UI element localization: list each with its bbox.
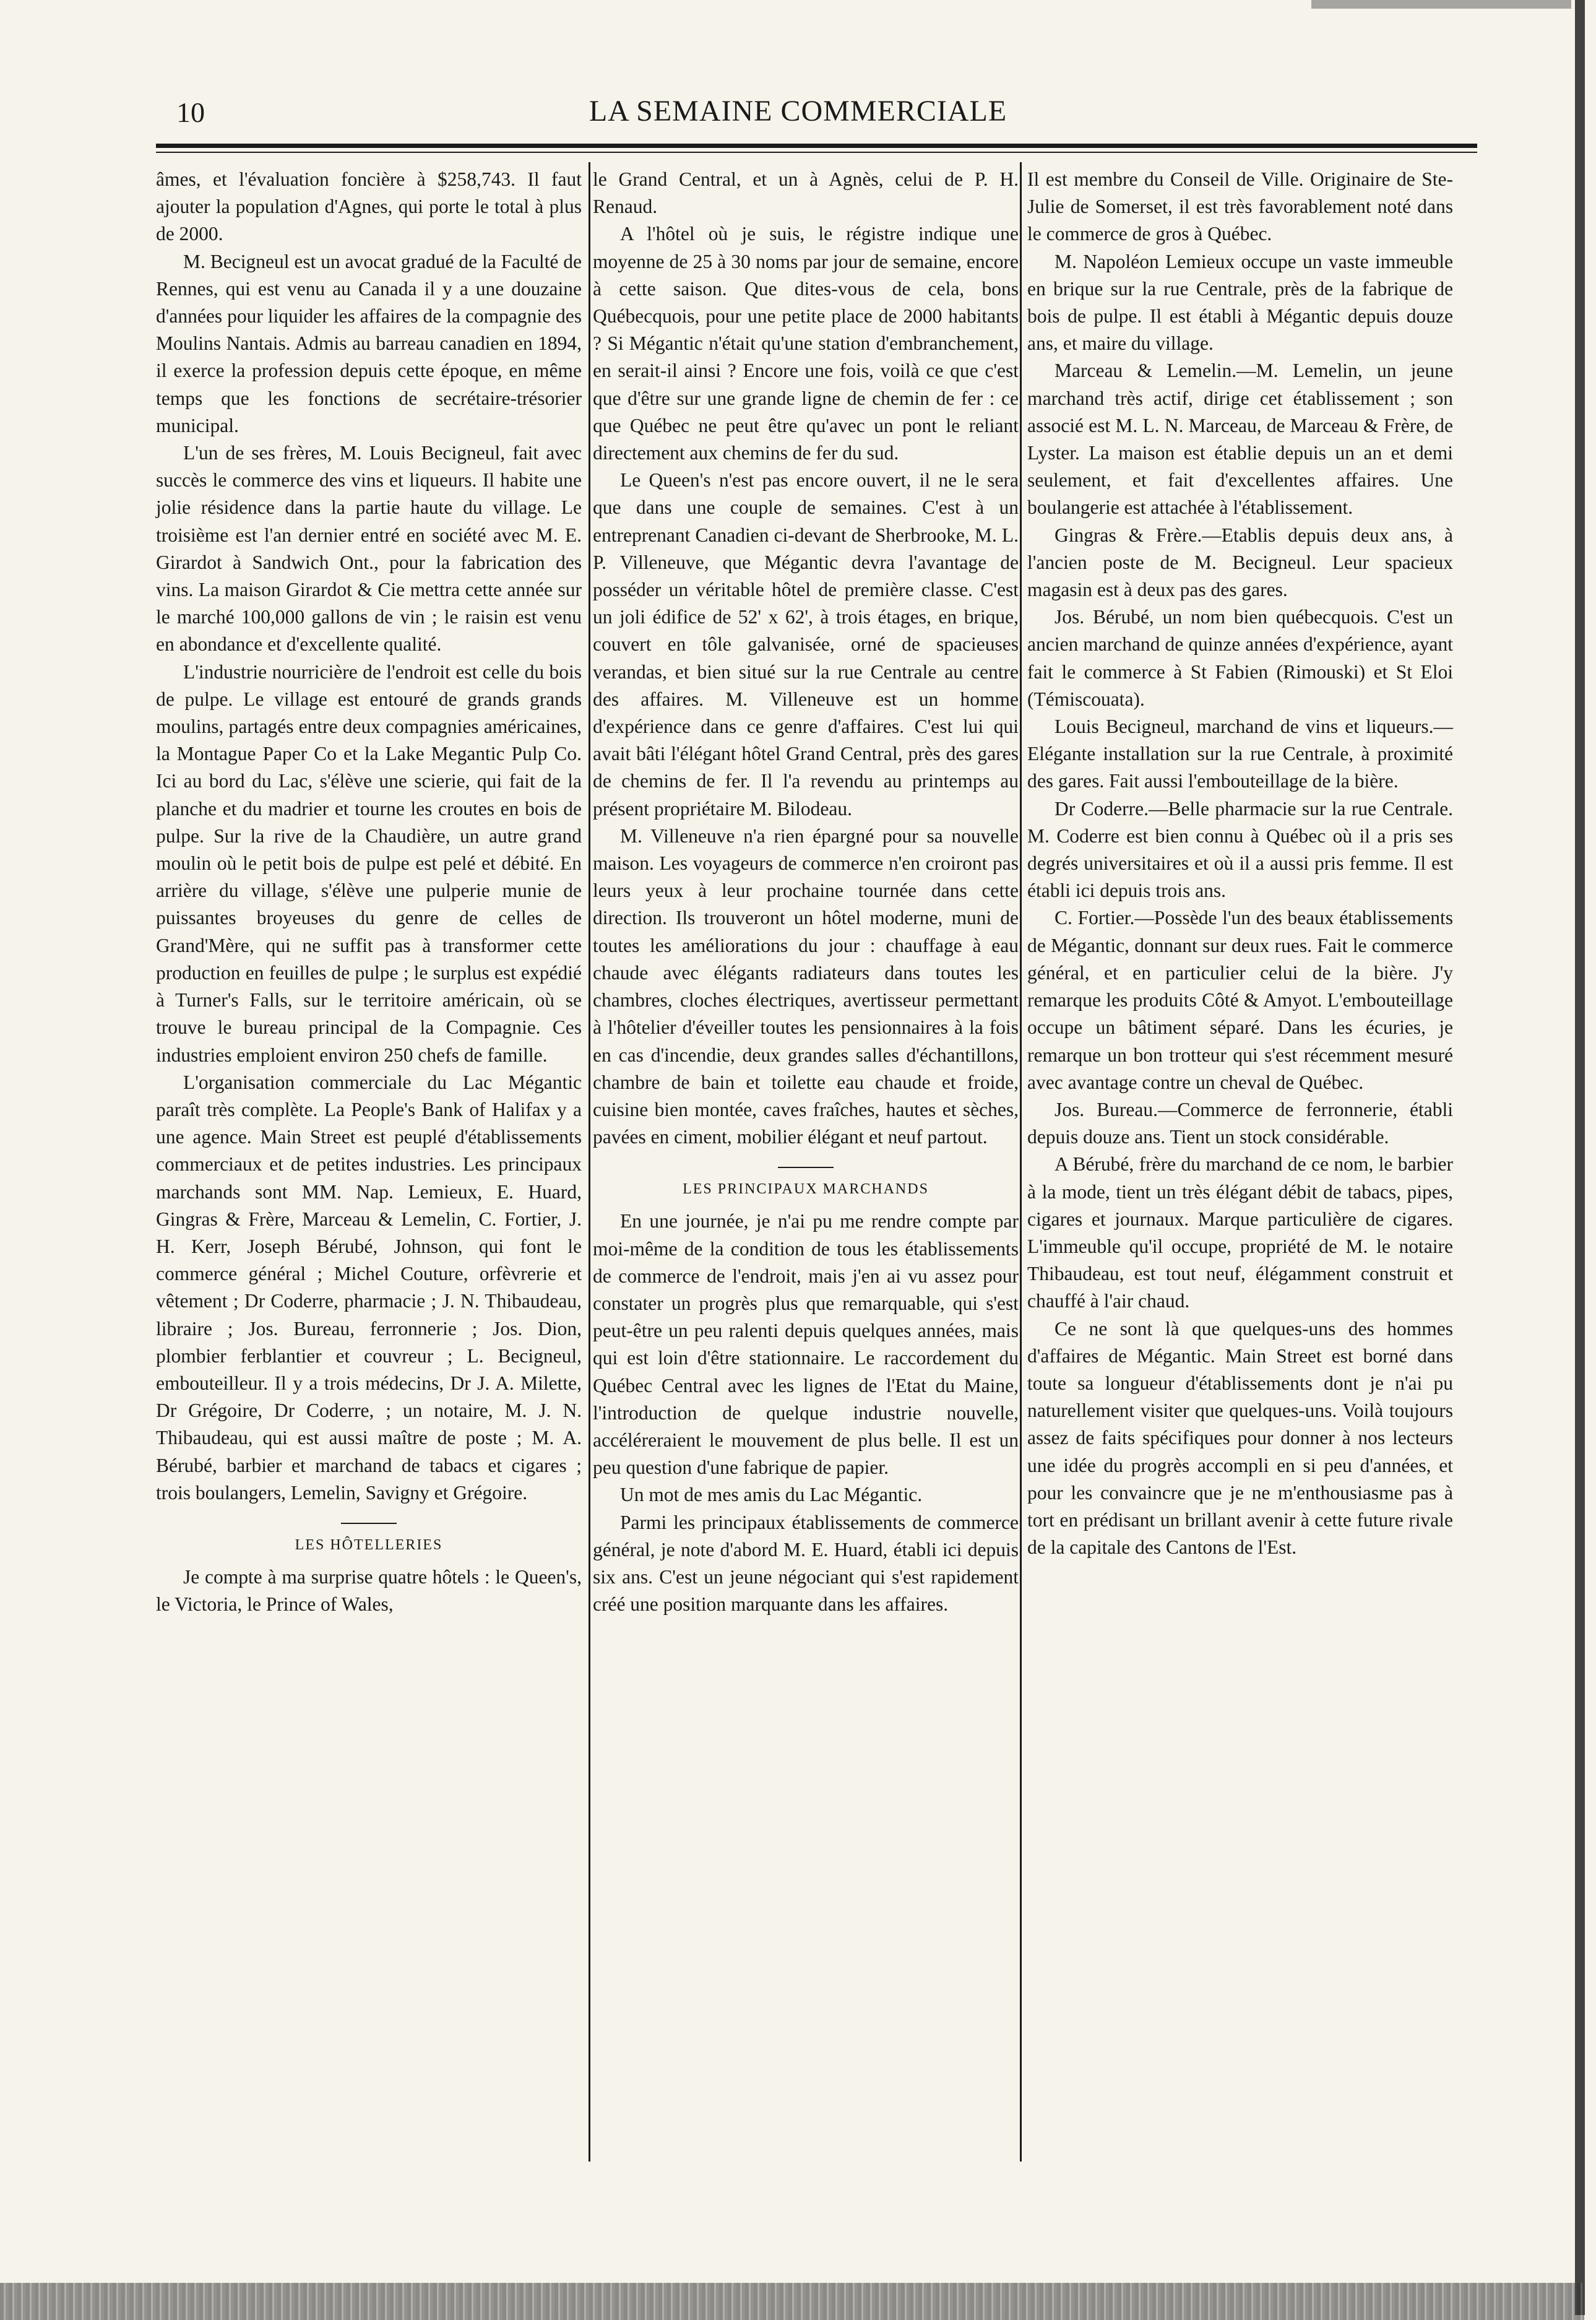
page-number: 10 <box>176 97 205 128</box>
header-rule-thin <box>156 152 1477 153</box>
paragraph: En une journée, je n'ai pu me rendre compte par moi-même de la condition de tous les établissements de commerce de l'endroit, mais j'en ai vu assez pour constater un progrès plus que remarquable, qui s'est peut-être un peu ralenti depuis quelques années, mais qui est loin d'être stationnaire. Le raccordement du Québec Central avec les lignes de l'Etat du Maine, l'introduction de quelque industrie nouvelle, accéléreraient le mouvement de plus belle. Il est un peu question d'une fabrique de papier. <box>593 1210 1019 1479</box>
column-divider <box>589 162 590 2162</box>
paragraph: Il est membre du Conseil de Ville. Originaire de Ste-Julie de Somerset, il est très favorablement noté dans le commerce de gros à Québec. <box>1027 168 1453 245</box>
section-rule <box>778 1167 834 1168</box>
column-1 <box>156 166 582 1618</box>
paragraph: Marceau & Lemelin.—M. Lemelin, un jeune marchand très actif, dirige cet établissement ; son associé est M. L. N. Marceau, de Marceau & Frère, de Lyster. La maison est établie depuis un an et demi seulement, et fait d'excellentes affaires. Une boulangerie est attachée à l'établissement. <box>1027 360 1453 519</box>
paragraph: L'organisation commerciale du Lac Mégantic paraît très complète. La People's Bank of Halifax y a une agence. Main Street est peuplé d'établissements commerciaux et de petites industries. Les principaux marchands sont MM. Nap. Lemieux, E. Huard, Gingras & Frère, Marceau & Lemelin, C. Fortier, J. H. Kerr, Joseph Bérubé, Johnson, qui font le commerce général ; Michel Couture, orfèvrerie et vêtement ; Dr Coderre, pharmacie ; J. N. Thibaudeau, libraire ; Jos. Bureau, ferronnerie ; Jos. Dion, plombier ferblantier et couvreur ; L. Becigneul, embouteilleur. Il y a trois médecins, Dr J. A. Milette, Dr Grégoire, Dr Coderre, ; un notaire, M. J. N. Thibaudeau, qui est aussi maître de poste ; M. A. Bérubé, barbier et marchand de tabacs et cigares ; trois boulangers, Lemelin, Savigny et Grégoire. <box>156 1071 582 1504</box>
scan-edge-right <box>1575 0 1585 2315</box>
paragraph: Parmi les principaux établissements de commerce général, je note d'abord M. E. Huard, établi ici depuis six ans. C'est un jeune négociant qui s'est rapidement créé une position marquante dans les affaires. <box>593 1511 1019 1616</box>
paragraph: Le Queen's n'est pas encore ouvert, il ne le sera que dans une couple de semaines. C'est à un entreprenant Canadien ci-devant de Sherbrooke, M. L. P. Villeneuve, que Mégantic devra l'avantage de posséder un véritable hôtel de première classe. C'est un joli édifice de 52' x 62', à trois étages, en brique, couvert en tôle galvanisée, orné de spacieuses verandas, et bien situé sur la rue Centrale au centre des affaires. M. Villeneuve est un homme d'expérience dans ce genre d'affaires. C'est lui qui avait bâti l'élégant hôtel Grand Central, près des gares de chemins de fer. Il l'a revendu au printemps au présent propriétaire M. Bilodeau. <box>593 469 1019 820</box>
paragraph: L'industrie nourricière de l'endroit est celle du bois de pulpe. Le village est entouré de grands grands moulins, partagés entre deux compagnies américaines, la Montague Paper Co et la Lake Megantic Pulp Co. Ici au bord du Lac, s'élève une scierie, qui fait de la planche et du madrier et tourne les croutes en bois de pulpe. Sur la rive de la Chaudière, un autre grand moulin où le petit bois de pulpe est pelé et débité. En arrière du village, s'élève une pulperie munie de puissantes broyeuses du genre de celles de Grand'Mère, qui ne suffit pas à transformer cette production en feuilles de pulpe ; le surplus est expédié à Turner's Falls, sur le territoire américain, où se trouve le bureau principal de la Compagnie. Ces industries emploient environ 250 chefs de famille. <box>156 660 582 1066</box>
paragraph: Ce ne sont là que quelques-uns des hommes d'affaires de Mégantic. Main Street est borné dans toute sa longueur d'établissements dont je n'ai pu naturellement visiter que quelques-uns. Voilà toujours assez de faits spécifiques pour donner à nos lecteurs une idée du progrès accompli en si peu d'années, et pour les convaincre que je ne m'enthousiasme pas à tort en prédisant un brillant avenir à cette future rivale de la capitale des Cantons de l'Est. <box>1027 1317 1453 1559</box>
newspaper-title: LA SEMAINE COMMERCIALE <box>589 95 1007 128</box>
paragraph: Un mot de mes amis du Lac Mégantic. <box>620 1484 923 1506</box>
column-2 <box>593 166 1019 1618</box>
paragraph: A Bérubé, frère du marchand de ce nom, le barbier à la mode, tient un très élégant débit de tabacs, pipes, cigares et journaux. Marque particulière de cigares. L'immeuble qu'il occupe, propriété de M. le notaire Thibaudeau, est tout neuf, élégamment construit et chauffé à l'air chaud. <box>1027 1153 1453 1312</box>
paragraph: Jos. Bérubé, un nom bien québecquois. C'est un ancien marchand de quinze années d'expérience, ayant fait le commerce à St Fabien (Rimouski) et St Eloi (Témiscouata). <box>1027 606 1453 710</box>
paragraph: A l'hôtel où je suis, le régistre indique une moyenne de 25 à 30 noms par jour de semaine, encore à cette saison. Que dites-vous de cela, bons Québecquois, pour une petite place de 2000 habitants ? Si Mégantic n'était qu'une station d'embranchement, en serait-il ainsi ? Encore une fois, voilà ce que c'est que d'être sur une grande ligne de chemin de fer : ce que Québec ne peut être qu'avec un pont le reliant directement aux chemins de fer du sud. <box>593 223 1019 464</box>
paragraph: Gingras & Frère.—Etablis depuis deux ans, à l'ancien poste de M. Becigneul. Leur spacieux magasin est à deux pas des gares. <box>1027 524 1453 601</box>
paragraph: Je compte à ma surprise quatre hôtels : le Queen's, le Victoria, le Prince of Wales, <box>156 1565 582 1616</box>
header-rule <box>156 144 1477 148</box>
column-3 <box>1027 166 1453 1561</box>
paragraph: M. Villeneuve n'a rien épargné pour sa nouvelle maison. Les voyageurs de commerce n'en croiront pas leurs yeux à leur prochaine tournée dans cette direction. Ils trouveront un hôtel moderne, muni de toutes les améliorations du jour : chauffage à eau chaude avec élégants radiateurs dans toutes les chambres, cloches électriques, avertisseur permettant à l'hôtelier d'éveiller toutes les pensionnaires à la fois en cas d'incendie, deux grandes salles d'échantillons, chambre de bain et toilette eau chaude et froide, cuisine bien montée, caves fraîches, hautes et sèches, pavées en ciment, mobilier élégant et neuf partout. <box>593 825 1019 1148</box>
column-divider <box>1020 162 1022 2162</box>
scan-edge-top <box>1311 0 1571 9</box>
paragraph: M. Becigneul est un avocat gradué de la Faculté de Rennes, qui est venu au Canada il y a une douzaine d'années pour liquider les affaires de la compagnie des Moulins Nantais. Admis au barreau canadien en 1894, il exerce la profession depuis cette époque, en même temps que les fonctions de secrétaire-trésorier municipal. <box>156 250 582 436</box>
paragraph: Jos. Bureau.—Commerce de ferronnerie, établi depuis douze ans. Tient un stock considérable. <box>1027 1098 1453 1148</box>
paragraph: M. Napoléon Lemieux occupe un vaste immeuble en brique sur la rue Centrale, près de la fabrique de bois de pulpe. Il est établi à Mégantic depuis douze ans, et maire du village. <box>1027 250 1453 355</box>
paragraph: le Grand Central, et un à Agnès, celui de P. H. Renaud. <box>593 168 1019 218</box>
scan-edge-bottom <box>0 2283 1584 2320</box>
paragraph: L'un de ses frères, M. Louis Becigneul, fait avec succès le commerce des vins et liqueurs. Il habite une jolie résidence dans la partie haute du village. Le troisième est l'an dernier entré en société avec M. E. Girardot à Sandwich Ont., pour la fabrication des vins. La maison Girardot & Cie mettra cette année sur le marché 100,000 gallons de vin ; le raisin est venu en abondance et d'excellente qualité. <box>156 442 582 656</box>
section-rule <box>341 1523 397 1524</box>
paragraph: Dr Coderre.—Belle pharmacie sur la rue Centrale. M. Coderre est bien connu à Québec où il a pris ses degrés universitaires et où il a aussi pris femme. Il est établi ici depuis trois ans. <box>1027 797 1453 902</box>
section-heading: LES PRINCIPAUX MARCHANDS <box>683 1181 929 1198</box>
paragraph: Louis Becigneul, marchand de vins et liqueurs.—Elégante installation sur la rue Centrale, à proximité des gares. Fait aussi l'embouteillage de la bière. <box>1027 716 1453 792</box>
paragraph: C. Fortier.—Possède l'un des beaux établissements de Mégantic, donnant sur deux rues. Fait le commerce général, et en particulier celui de la bière. J'y remarque les produits Côté & Amyot. L'embouteillage occupe un bâtiment séparé. Dans les écuries, je remarque un bon trotteur qui s'est récemment mesuré avec avantage contre un cheval de Québec. <box>1027 907 1453 1093</box>
paragraph: âmes, et l'évaluation foncière à $258,743. Il faut ajouter la population d'Agnes, qui porte le total à plus de 2000. <box>156 168 582 245</box>
section-heading: LES HÔTELLERIES <box>295 1536 443 1553</box>
